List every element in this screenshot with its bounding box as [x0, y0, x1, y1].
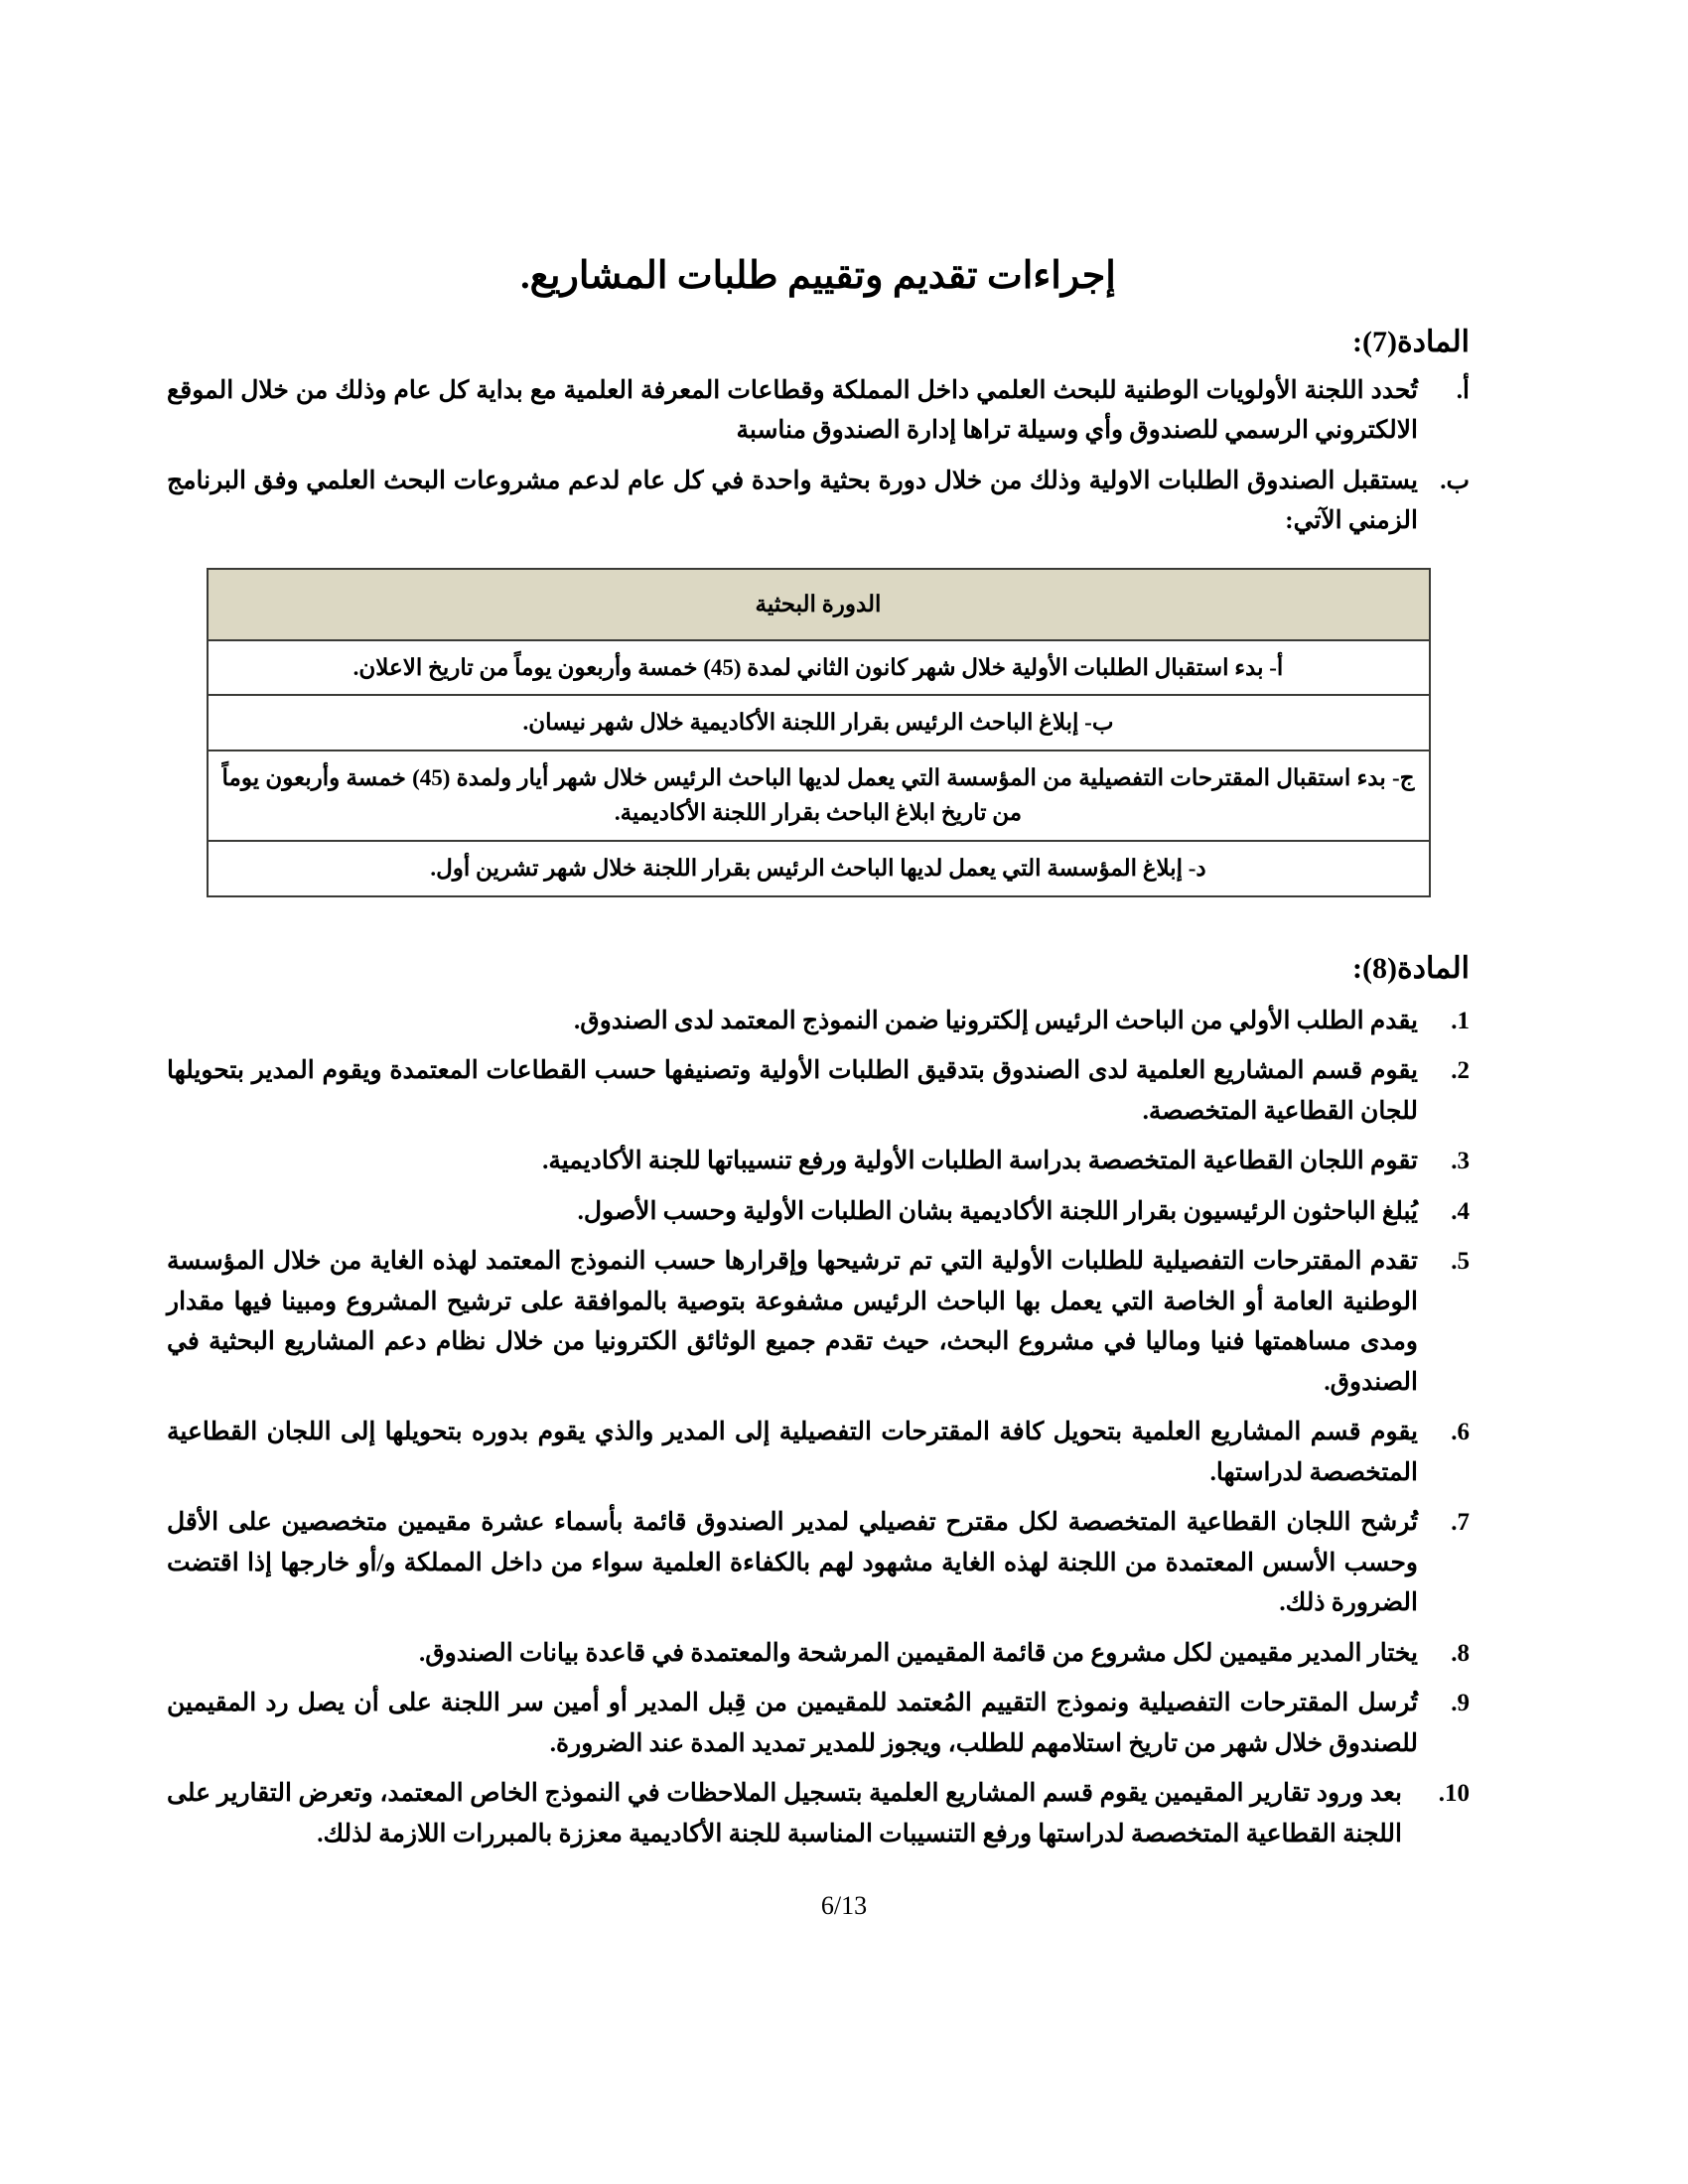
table-header-cell: الدورة البحثية: [208, 569, 1430, 640]
article-7-list: [167, 371, 1470, 542]
list-item: [167, 1503, 1470, 1624]
list-item-text: يقدم الطلب الأولي من الباحث الرئيس إلكترونيا ضمن النموذج المعتمد لدى الصندوق.: [574, 1007, 1418, 1034]
list-item: [167, 1192, 1470, 1233]
list-item: [167, 371, 1470, 452]
list-item-text: تُرشح اللجان القطاعية المتخصصة لكل مقترح تفصيلي لمدير الصندوق قائمة بأسماء عشرة مقيمين متخصصين على الأقل وحسب الأسس المعتمدة من اللجنة لهذه الغاية مشهود لهم بالكفاءة العلمية سواء من داخل المملكة و/أو خارجها إذا اقتضت الضرورة ذلك.: [167, 1509, 1418, 1617]
list-item: [167, 1142, 1470, 1182]
list-marker: 8.: [1451, 1639, 1470, 1667]
table-header-row: [208, 569, 1430, 640]
list-item-text: يُبلغ الباحثون الرئيسيون بقرار اللجنة الأكاديمية بشان الطلبات الأولية وحسب الأصول.: [577, 1197, 1418, 1225]
table-row: [208, 695, 1430, 751]
page-number: 6/13: [820, 1891, 868, 1920]
list-item-text: تقدم المقترحات التفصيلية للطلبات الأولية التي تم ترشيحها وإقرارها حسب النموذج المعتمد لهذه الغاية من خلال المؤسسة الوطنية العامة أو الخاصة التي يعمل بها الباحث الرئيس مشفوعة بتوصية بالموافقة على ترشيح المشروع ومبينا فيها مقدار ومدى مساهمتها فنيا وماليا في مشروع البحث، حيث تقدم جميع الوثائق الكترونيا من خلال نظام دعم المشاريع البحثية في الصندوق.: [167, 1248, 1418, 1396]
list-marker: 3.: [1451, 1148, 1470, 1175]
list-item-text: تُحدد اللجنة الأولويات الوطنية للبحث العلمي داخل المملكة وقطاعات المعرفة العلمية مع بداية كل عام وذلك من خلال الموقع الالكتروني الرسمي للصندوق وأي وسيلة تراها إدارة الصندوق مناسبة: [167, 376, 1418, 444]
list-item-text: يختار المدير مقيمين لكل مشروع من قائمة المقيمين المرشحة والمعتمدة في قاعدة بيانات الصندوق.: [419, 1639, 1418, 1667]
list-item-text: يستقبل الصندوق الطلبات الاولية وذلك من خلال دورة بحثية واحدة في كل عام لدعم مشروعات البحث العلمي وفق البرنامج الزمني الآتي:: [167, 467, 1418, 534]
list-item: [167, 1002, 1470, 1042]
table-row: [208, 841, 1430, 896]
list-item: [167, 1242, 1470, 1403]
table-cell: ج- بدء استقبال المقترحات التفصيلية من المؤسسة التي يعمل لديها الباحث الرئيس خلال شهر أيار ولمدة (45) خمسة وأربعون يوماً من تاريخ ابلاغ الباحث بقرار اللجنة الأكاديمية.: [208, 751, 1430, 841]
list-item: [167, 462, 1470, 542]
list-marker: 1.: [1451, 1007, 1470, 1034]
list-item: [167, 1774, 1470, 1854]
table-row: [208, 640, 1430, 696]
list-marker: 6.: [1451, 1419, 1470, 1446]
list-marker: 4.: [1451, 1197, 1470, 1225]
list-item: [167, 1413, 1470, 1493]
research-cycle-table: [207, 568, 1431, 897]
list-marker: 9.: [1451, 1690, 1470, 1717]
list-item: [167, 1634, 1470, 1675]
list-marker: 10.: [1438, 1780, 1470, 1808]
page-title: إجراءات تقديم وتقييم طلبات المشاريع.: [520, 255, 1116, 297]
table-cell: أ- بدء استقبال الطلبات الأولية خلال شهر كانون الثاني لمدة (45) خمسة وأربعون يوماً من تاريخ الاعلان.: [208, 640, 1430, 696]
table-cell: د- إبلاغ المؤسسة التي يعمل لديها الباحث الرئيس بقرار اللجنة خلال شهر تشرين أول.: [208, 841, 1430, 896]
page-content: [167, 253, 1470, 1864]
list-item-text: تقوم اللجان القطاعية المتخصصة بدراسة الطلبات الأولية ورفع تنسيباتها للجنة الأكاديمية.: [542, 1148, 1418, 1175]
article-8-list: [167, 1002, 1470, 1855]
list-item: [167, 1051, 1470, 1132]
list-marker: ب.: [1440, 467, 1470, 494]
list-marker: أ.: [1456, 376, 1470, 404]
table-cell: ب- إبلاغ الباحث الرئيس بقرار اللجنة الأكاديمية خلال شهر نيسان.: [208, 695, 1430, 751]
list-item-text: تُرسل المقترحات التفصيلية ونموذج التقييم المُعتمد للمقيمين من قِبل المدير أو أمين سر اللجنة على أن يصل رد المقيمين للصندوق خلال شهر من تاريخ استلامهم للطلب، ويجوز للمدير تمديد المدة عند الضرورة.: [167, 1690, 1418, 1757]
article-8-heading: المادة(8):: [1351, 951, 1470, 985]
list-item-text: يقوم قسم المشاريع العلمية بتحويل كافة المقترحات التفصيلية إلى المدير والذي يقوم بدوره بتحويلها إلى اللجان القطاعية المتخصصة لدراستها.: [167, 1419, 1418, 1486]
list-marker: 5.: [1451, 1248, 1470, 1276]
table-row: [208, 751, 1430, 841]
list-item: [167, 1684, 1470, 1764]
list-marker: 2.: [1451, 1057, 1470, 1085]
list-item-text: بعد ورود تقارير المقيمين يقوم قسم المشاريع العلمية بتسجيل الملاحظات في النموذج الخاص المعتمد، وتعرض التقارير على اللجنة القطاعية المتخصصة لدراستها ورفع التنسيبات المناسبة للجنة الأكاديمية معززة بالمبررات اللازمة لذلك.: [167, 1780, 1402, 1847]
list-item-text: يقوم قسم المشاريع العلمية لدى الصندوق بتدقيق الطلبات الأولية وتصنيفها حسب القطاعات المعتمدة ويقوم المدير بتحويلها للجان القطاعية المتخصصة.: [167, 1057, 1418, 1125]
article-7-heading: المادة(7):: [1351, 325, 1470, 358]
list-marker: 7.: [1451, 1509, 1470, 1537]
